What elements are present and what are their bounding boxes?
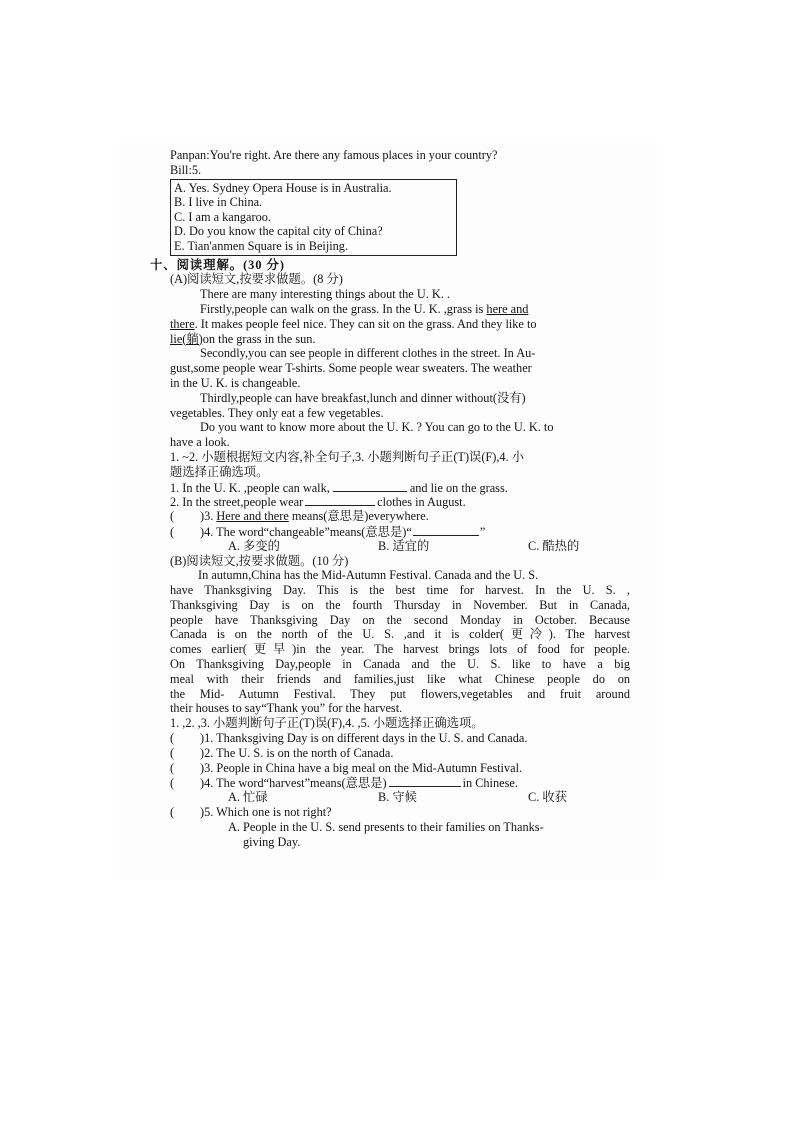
passage-a-p5-line2: have a look. bbox=[170, 435, 230, 450]
dialogue-line-bill: Bill:5. bbox=[170, 162, 202, 177]
question-b4: ( )4. The word“harvest”means(意思是) in Chinese. bbox=[170, 776, 518, 791]
question-b2: ( )2. The U. S. is on the north of Canada. bbox=[170, 745, 394, 760]
passage-b-line: comes earlier(更早)in the year. The harvest brings lots of food for people. bbox=[170, 642, 630, 657]
underlined-phrase: there bbox=[170, 316, 195, 331]
question-a2: 2. In the street,people wear clothes in August. bbox=[170, 495, 466, 510]
passage-a-p5-line1: Do you want to know more about the U. K. ? You can go to the U. K. to bbox=[200, 420, 554, 435]
part-a-title: (A)阅读短文,按要求做题。(8 分) bbox=[170, 272, 343, 287]
passage-b-line: Canada is on the north of the U. S. ,and it is colder(更冷). The harvest bbox=[170, 627, 630, 642]
question-b5-option-a-line2: giving Day. bbox=[243, 834, 301, 849]
answer-blank[interactable] bbox=[389, 775, 461, 787]
passage-a-p2-line3: lie(躺)on the grass in the sun. bbox=[170, 331, 316, 346]
option-a: A. Yes. Sydney Opera House is in Australia. bbox=[174, 180, 392, 195]
choice-b: B. 守候 bbox=[378, 790, 417, 805]
passage-a-p3-line3: in the U. K. is changeable. bbox=[170, 375, 301, 390]
question-b4-options bbox=[170, 790, 630, 805]
underlined-phrase: here and bbox=[486, 301, 529, 316]
option-d: D. Do you know the capital city of China? bbox=[174, 224, 383, 239]
option-b: B. I live in China. bbox=[174, 195, 263, 210]
option-e: E. Tian'anmen Square is in Beijing. bbox=[174, 238, 349, 253]
question-a4: ( )4. The word“changeable”means(意思是)“ ” bbox=[170, 524, 486, 539]
choice-c: C. 酷热的 bbox=[528, 538, 580, 553]
choice-a: A. 忙碌 bbox=[228, 790, 268, 805]
question-b1: ( )1. Thanksgiving Day is on different days in the U. S. and Canada. bbox=[170, 731, 528, 746]
part-a-instructions-line2: 题选择正确选项。 bbox=[170, 464, 269, 479]
part-b-title: (B)阅读短文,按要求做题。(10 分) bbox=[170, 553, 349, 568]
choice-c: C. 收获 bbox=[528, 790, 567, 805]
passage-a-p1: There are many interesting things about the U. K. . bbox=[200, 287, 450, 302]
passage-b-line: people have Thanksgiving Day on the second Monday in October. Because bbox=[170, 612, 630, 627]
question-a4-options bbox=[170, 539, 630, 554]
passage-b-line: the Mid- Autumn Festival. They put flowers,vegetables and fruit around bbox=[170, 686, 630, 701]
question-b5: ( )5. Which one is not right? bbox=[170, 805, 332, 820]
answer-blank[interactable] bbox=[305, 494, 375, 506]
options-box bbox=[170, 179, 457, 256]
question-b3: ( )3. People in China have a big meal on the Mid-Autumn Festival. bbox=[170, 760, 523, 775]
choice-a: A. 多变的 bbox=[228, 538, 280, 553]
passage-b-line: have Thanksgiving Day. This is the best time for harvest. In the U. S. , bbox=[170, 583, 630, 598]
answer-blank[interactable] bbox=[333, 480, 407, 492]
passage-a-p4-line2: vegetables. They only eat a few vegetables. bbox=[170, 405, 384, 420]
underlined-word: lie(躺) bbox=[170, 331, 203, 346]
passage-b-last-line: their houses to say“Thank you” for the harvest. bbox=[170, 701, 403, 716]
question-a1: 1. In the U. K. ,people can walk, and lie on the grass. bbox=[170, 480, 508, 495]
exam-page bbox=[150, 148, 630, 849]
question-b5-option-a-line1: A. People in the U. S. send presents to their families on Thanks- bbox=[228, 819, 544, 834]
choice-b: B. 适宜的 bbox=[378, 538, 430, 553]
passage-a-p2-line1: Firstly,people can walk on the grass. In the U. K. ,grass is here and bbox=[200, 301, 529, 316]
passage-a-p2-line2: there. It makes people feel nice. They can sit on the grass. And they like to bbox=[170, 316, 537, 331]
option-c: C. I am a kangaroo. bbox=[174, 209, 271, 224]
passage-a-p3-line2: gust,some people wear T-shirts. Some people wear sweaters. The weather bbox=[170, 361, 532, 376]
passage-b-line: On Thanksgiving Day,people in Canada and the U. S. like to have a big bbox=[170, 657, 630, 672]
passage-b-line: Thanksgiving Day is on the fourth Thursday in November. But in Canada, bbox=[170, 597, 630, 612]
question-a3: ( )3. Here and there means(意思是)everywhere. bbox=[170, 509, 429, 524]
dialogue-line-panpan: Panpan:You're right. Are there any famous places in your country? bbox=[170, 148, 498, 162]
section-heading: 十、阅读理解。(30 分) bbox=[150, 257, 285, 272]
answer-blank[interactable] bbox=[413, 524, 479, 536]
part-a-instructions-line1: 1. ~2. 小题根据短文内容,补全句子,3. 小题判断句子正(T)误(F),4. 小 bbox=[170, 449, 525, 464]
passage-b-line: In autumn,China has the Mid-Autumn Festival. Canada and the U. S. bbox=[198, 568, 539, 583]
passage-a-p4-line1: Thirdly,people can have breakfast,lunch and dinner without(没有) bbox=[200, 390, 526, 405]
part-b-instructions: 1. ,2. ,3. 小题判断句子正(T)误(F),4. ,5. 小题选择正确选项。 bbox=[170, 716, 484, 731]
passage-b-line: meal with their friends and families,just like what Chinese people do on bbox=[170, 671, 630, 686]
passage-a-p3-line1: Secondly,you can see people in different clothes in the street. In Au- bbox=[200, 346, 536, 361]
